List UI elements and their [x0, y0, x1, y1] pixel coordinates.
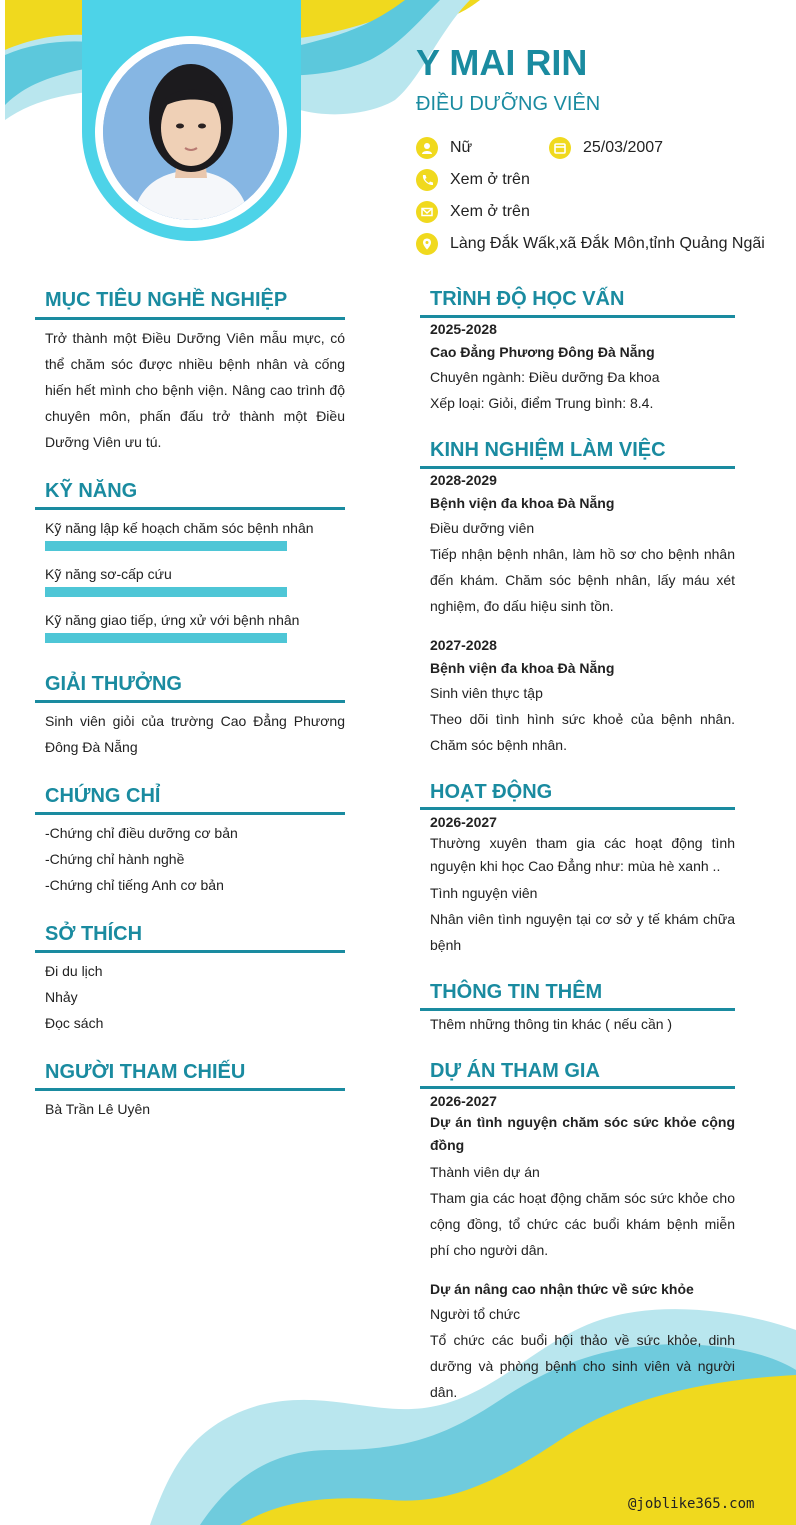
hobby-item: Đọc sách [45, 1015, 104, 1031]
project-desc: Tổ chức các buổi hội thảo về sức khỏe, dinh dưỡng và phòng bệnh cho sinh viên và người dân. [430, 1332, 735, 1400]
birthdate-value: 25/03/2007 [583, 139, 664, 156]
watermark: @joblike365.com [628, 1496, 755, 1512]
hobby-item: Nhảy [45, 989, 78, 1005]
phone-value: Xem ở trên [450, 171, 530, 188]
education-title: TRÌNH ĐỘ HỌC VẤN [430, 288, 625, 310]
references-title: NGƯỜI THAM CHIẾU [45, 1061, 246, 1083]
certificates-title: CHỨNG CHỈ [45, 785, 161, 807]
address-row [416, 233, 765, 255]
activity-desc: Nhân viên tình nguyện tại cơ sở y tế khám chữa bệnh [430, 911, 735, 953]
phone-icon [416, 169, 438, 191]
skill-label: Kỹ năng lập kế hoạch chăm sóc bệnh nhân [45, 520, 314, 536]
location-pin-icon [416, 233, 438, 255]
additional-title: THÔNG TIN THÊM [430, 981, 603, 1003]
gender-value: Nữ [450, 139, 473, 156]
experience-role: Sinh viên thực tập [430, 685, 543, 701]
email-row [416, 201, 530, 223]
additional-text: Thêm những thông tin khác ( nếu cần ) [430, 1016, 673, 1032]
activity-org: Thường xuyên tham gia các hoạt động tình nguyện khi học Cao Đẳng như: mùa hè xanh .. [430, 835, 735, 874]
experience-org: Bệnh viện đa khoa Đà Nẵng [430, 660, 615, 676]
experience-role: Điều dưỡng viên [430, 520, 535, 536]
experience-period: 2028-2029 [430, 472, 497, 488]
skill-bar [45, 541, 287, 551]
skills-divider [35, 507, 345, 510]
certificates-divider [35, 812, 345, 815]
certificate-item: -Chứng chỉ điều dưỡng cơ bản [45, 825, 238, 841]
activity-role: Tình nguyện viên [430, 885, 538, 901]
awards-title: GIẢI THƯỞNG [45, 673, 182, 695]
certificate-item: -Chứng chỉ tiếng Anh cơ bản [45, 877, 224, 893]
hobbies-title: SỞ THÍCH [45, 923, 143, 945]
job-title: ĐIỀU DƯỠNG VIÊN [416, 93, 601, 115]
project-name: Dự án nâng cao nhận thức về sức khỏe [430, 1281, 694, 1297]
education-school: Cao Đẳng Phương Đông Đà Nẵng [430, 344, 655, 360]
mail-icon [416, 201, 438, 223]
skill-label: Kỹ năng sơ-cấp cứu [45, 566, 172, 582]
project-role: Người tổ chức [430, 1306, 521, 1322]
project-role: Thành viên dự án [430, 1164, 540, 1180]
objective-divider [35, 317, 345, 320]
experience-desc: Theo dõi tình hình sức khoẻ của bệnh nhân. Chăm sóc bệnh nhân. [430, 711, 735, 753]
activity-period: 2026-2027 [430, 814, 497, 830]
awards-divider [35, 700, 345, 703]
activities-title: HOẠT ĐỘNG [430, 781, 553, 803]
experience-org: Bệnh viện đa khoa Đà Nẵng [430, 495, 615, 511]
references-divider [35, 1088, 345, 1091]
education-period: 2025-2028 [430, 321, 497, 337]
project-period: 2026-2027 [430, 1093, 497, 1109]
awards-text: Sinh viên giỏi của trường Cao Đẳng Phương Đông Đà Nẵng [45, 713, 345, 755]
calendar-icon [549, 137, 571, 159]
user-icon [416, 137, 438, 159]
gender-row [416, 137, 472, 159]
experience-desc: Tiếp nhận bệnh nhân, làm hồ sơ cho bệnh nhân đến khám. Chăm sóc bệnh nhân, lấy máu xét nghiệm, đo dấu hiệu sinh tồn. [430, 546, 735, 614]
objective-text: Trở thành một Điều Dưỡng Viên mẫu mực, có thể chăm sóc được nhiều bệnh nhân và cống hiến hết mình cho bệnh viện. Nâng cao trình độ chuyên môn, phấn đấu trở thành một Điều Dưỡng Viên ưu tú. [45, 330, 345, 450]
candidate-name: Y MAI RIN [416, 42, 588, 83]
skill-bar [45, 633, 287, 643]
hobby-item: Đi du lịch [45, 963, 103, 979]
references-text: Bà Trần Lê Uyên [45, 1101, 151, 1117]
skill-bar [45, 587, 287, 597]
phone-row [416, 169, 530, 191]
address-value: Làng Đắk Wấk,xã Đắk Môn,tỉnh Quảng Ngãi [450, 235, 765, 252]
skills-title: KỸ NĂNG [45, 480, 138, 502]
education-major: Chuyên ngành: Điều dưỡng Đa khoa [430, 369, 660, 385]
projects-title: DỰ ÁN THAM GIA [430, 1060, 600, 1082]
education-grade: Xếp loại: Giỏi, điểm Trung bình: 8.4. [430, 395, 654, 411]
experience-period: 2027-2028 [430, 637, 497, 653]
birthdate-row [549, 137, 663, 159]
project-desc: Tham gia các hoạt động chăm sóc sức khỏe cho cộng đồng, tổ chức các buổi khám bệnh miễn phí cho người dân. [430, 1190, 735, 1258]
avatar [103, 44, 279, 220]
hobbies-divider [35, 950, 345, 953]
certificate-item: -Chứng chỉ hành nghề [45, 851, 185, 867]
email-value: Xem ở trên [450, 203, 530, 220]
experience-title: KINH NGHIỆM LÀM VIỆC [430, 439, 666, 461]
project-name: Dự án tình nguyện chăm sóc sức khỏe cộng đồng [430, 1114, 735, 1153]
objective-title: MỤC TIÊU NGHỀ NGHIỆP [45, 289, 288, 311]
skill-label: Kỹ năng giao tiếp, ứng xử với bệnh nhân [45, 612, 300, 628]
